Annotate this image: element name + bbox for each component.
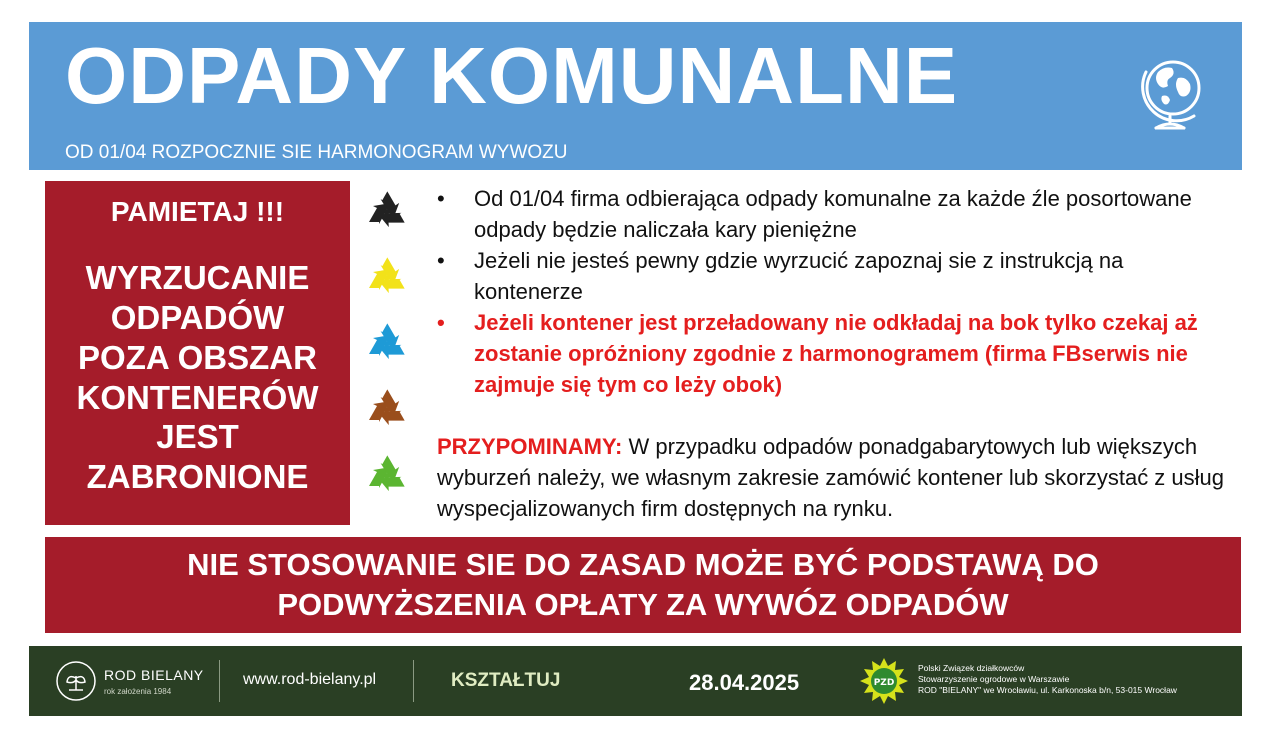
- reminder-paragraph: [437, 431, 1237, 524]
- slogan: KSZTAŁTUJ: [451, 670, 561, 691]
- recycle-brown-icon: [357, 380, 417, 440]
- recycle-yellow-icon: [357, 248, 417, 308]
- list-item-highlight: • Jeżeli kontener jest przeładowany nie odkładaj na bok tylko czekaj aż zostanie opróżniony zgodnie z harmonogramem (firma FBserwis nie zajmuje się tym co leży obok): [437, 307, 1237, 400]
- bullet-dot: •: [437, 310, 445, 335]
- footer: [29, 646, 1242, 716]
- reminder-label: PRZYPOMINAMY:: [437, 434, 623, 459]
- prohibition-box: [45, 181, 350, 525]
- globe-icon: [1132, 52, 1214, 134]
- warning-line-2: PODWYŻSZENIA OPŁATY ZA WYWÓZ ODPADÓW: [277, 587, 1009, 622]
- recycle-blue-icon: [357, 314, 417, 374]
- warning-line-1: NIE STOSOWANIE SIE DO ZASAD MOŻE BYĆ PODSTAWĄ DO: [187, 547, 1099, 582]
- page-title: ODPADY KOMUNALNE: [65, 31, 959, 120]
- header-banner: [29, 22, 1242, 170]
- rod-bielany-logo-icon: [55, 660, 97, 702]
- recycle-green-icon: [357, 446, 417, 506]
- pzd-letters: PZD: [873, 678, 895, 688]
- list-item: • Jeżeli nie jesteś pewny gdzie wyrzucić zapoznaj sie z instrukcją na kontenerze: [437, 245, 1237, 307]
- footer-divider: [413, 660, 414, 702]
- pzd-info: Polski Związek działkowców Stowarzyszenie ogrodowe w Warszawie ROD "BIELANY" we Wrocławiu, ul. Karkonoska b/n, 53-015 Wrocław: [918, 663, 1177, 695]
- page-subtitle: OD 01/04 ROZPOCZNIE SIE HARMONOGRAM WYWOZU: [65, 142, 568, 163]
- rules-list: [437, 183, 1237, 400]
- warning-banner: [45, 537, 1241, 633]
- bullet-dot: •: [437, 248, 445, 273]
- pzd-logo-icon: [859, 657, 909, 705]
- recycle-icons: [357, 182, 421, 512]
- org-founded: rok założenia 1984: [104, 687, 172, 696]
- remember-heading: PAMIETAJ !!!: [110, 196, 285, 227]
- bullet-dot: •: [437, 186, 445, 211]
- date: 28.04.2025: [689, 670, 800, 695]
- reminder-text: W przypadku odpadów ponadgabarytowych lub większych wyburzeń należy, we własnym zakresie zamówić kontener lub skorzystać z usług wyspecjalizowanych firm dostępnych na rynku.: [437, 434, 1225, 521]
- website-link[interactable]: www.rod-bielany.pl: [243, 671, 377, 688]
- prohibition-text: WYRZUCANIE ODPADÓW POZA OBSZAR KONTENERÓW JEST ZABRONIONE: [76, 258, 319, 496]
- org-name: ROD BIELANY: [104, 667, 204, 683]
- recycle-black-icon: [357, 182, 417, 242]
- list-item: • Od 01/04 firma odbierająca odpady komunalne za każde źle posortowane odpady będzie naliczała kary pieniężne: [437, 183, 1237, 245]
- footer-divider: [219, 660, 220, 702]
